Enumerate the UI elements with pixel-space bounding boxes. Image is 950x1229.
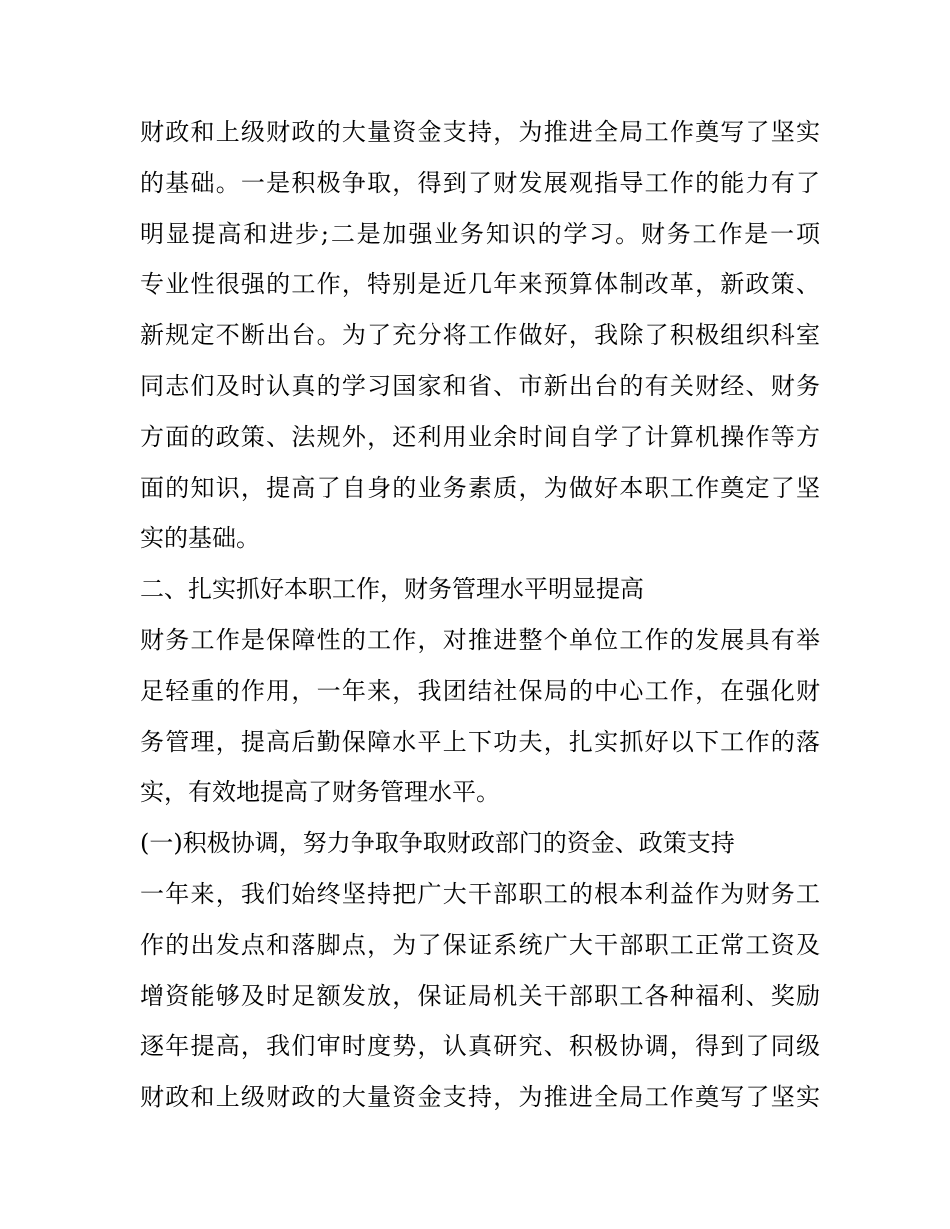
document-body xyxy=(140,107,820,1123)
text-line: 一年来，我们始终坚持把广大干部职工的根本利益作为财务工 xyxy=(140,879,820,908)
text-line: 的基础。一是积极争取，得到了财发展观指导工作的能力有了 xyxy=(140,168,820,197)
text-line: 实的基础。 xyxy=(140,524,260,553)
section-heading: 二、扎实抓好本职工作，财务管理水平明显提高 xyxy=(140,575,644,604)
subsection-heading: (一)积极协调，努力争取争取财政部门的资金、政策支持 xyxy=(140,829,735,858)
text-line: 明显提高和进步;二是加强业务知识的学习。财务工作是一项 xyxy=(140,219,820,248)
text-line: 增资能够及时足额发放，保证局机关干部职工各种福利、奖励 xyxy=(140,981,820,1010)
text-line: 同志们及时认真的学习国家和省、市新出台的有关财经、财务 xyxy=(140,371,820,400)
text-line: 面的知识，提高了自身的业务素质，为做好本职工作奠定了坚 xyxy=(140,473,820,502)
text-line: 逐年提高，我们审时度势，认真研究、积极协调，得到了同级 xyxy=(140,1032,820,1061)
text-line: 财政和上级财政的大量资金支持，为推进全局工作奠写了坚实 xyxy=(140,118,820,146)
text-line: 作的出发点和落脚点，为了保证系统广大干部职工正常工资及 xyxy=(140,930,820,959)
text-line: 新规定不断出台。为了充分将工作做好，我除了积极组织科室 xyxy=(140,321,820,350)
text-line: 足轻重的作用，一年来，我团结社保局的中心工作，在强化财 xyxy=(140,676,820,705)
text-line: 实，有效地提高了财务管理水平。 xyxy=(140,778,500,807)
text-line: 方面的政策、法规外，还利用业余时间自学了计算机操作等方 xyxy=(140,422,820,451)
text-line: 财政和上级财政的大量资金支持，为推进全局工作奠写了坚实 xyxy=(140,1083,820,1112)
text-line: 务管理，提高后勤保障水平上下功夫，扎实抓好以下工作的落 xyxy=(140,727,820,756)
text-line: 专业性很强的工作，特别是近几年来预算体制改革，新政策、 xyxy=(140,270,820,299)
text-line: 财务工作是保障性的工作，对推进整个单位工作的发展具有举 xyxy=(140,625,820,654)
